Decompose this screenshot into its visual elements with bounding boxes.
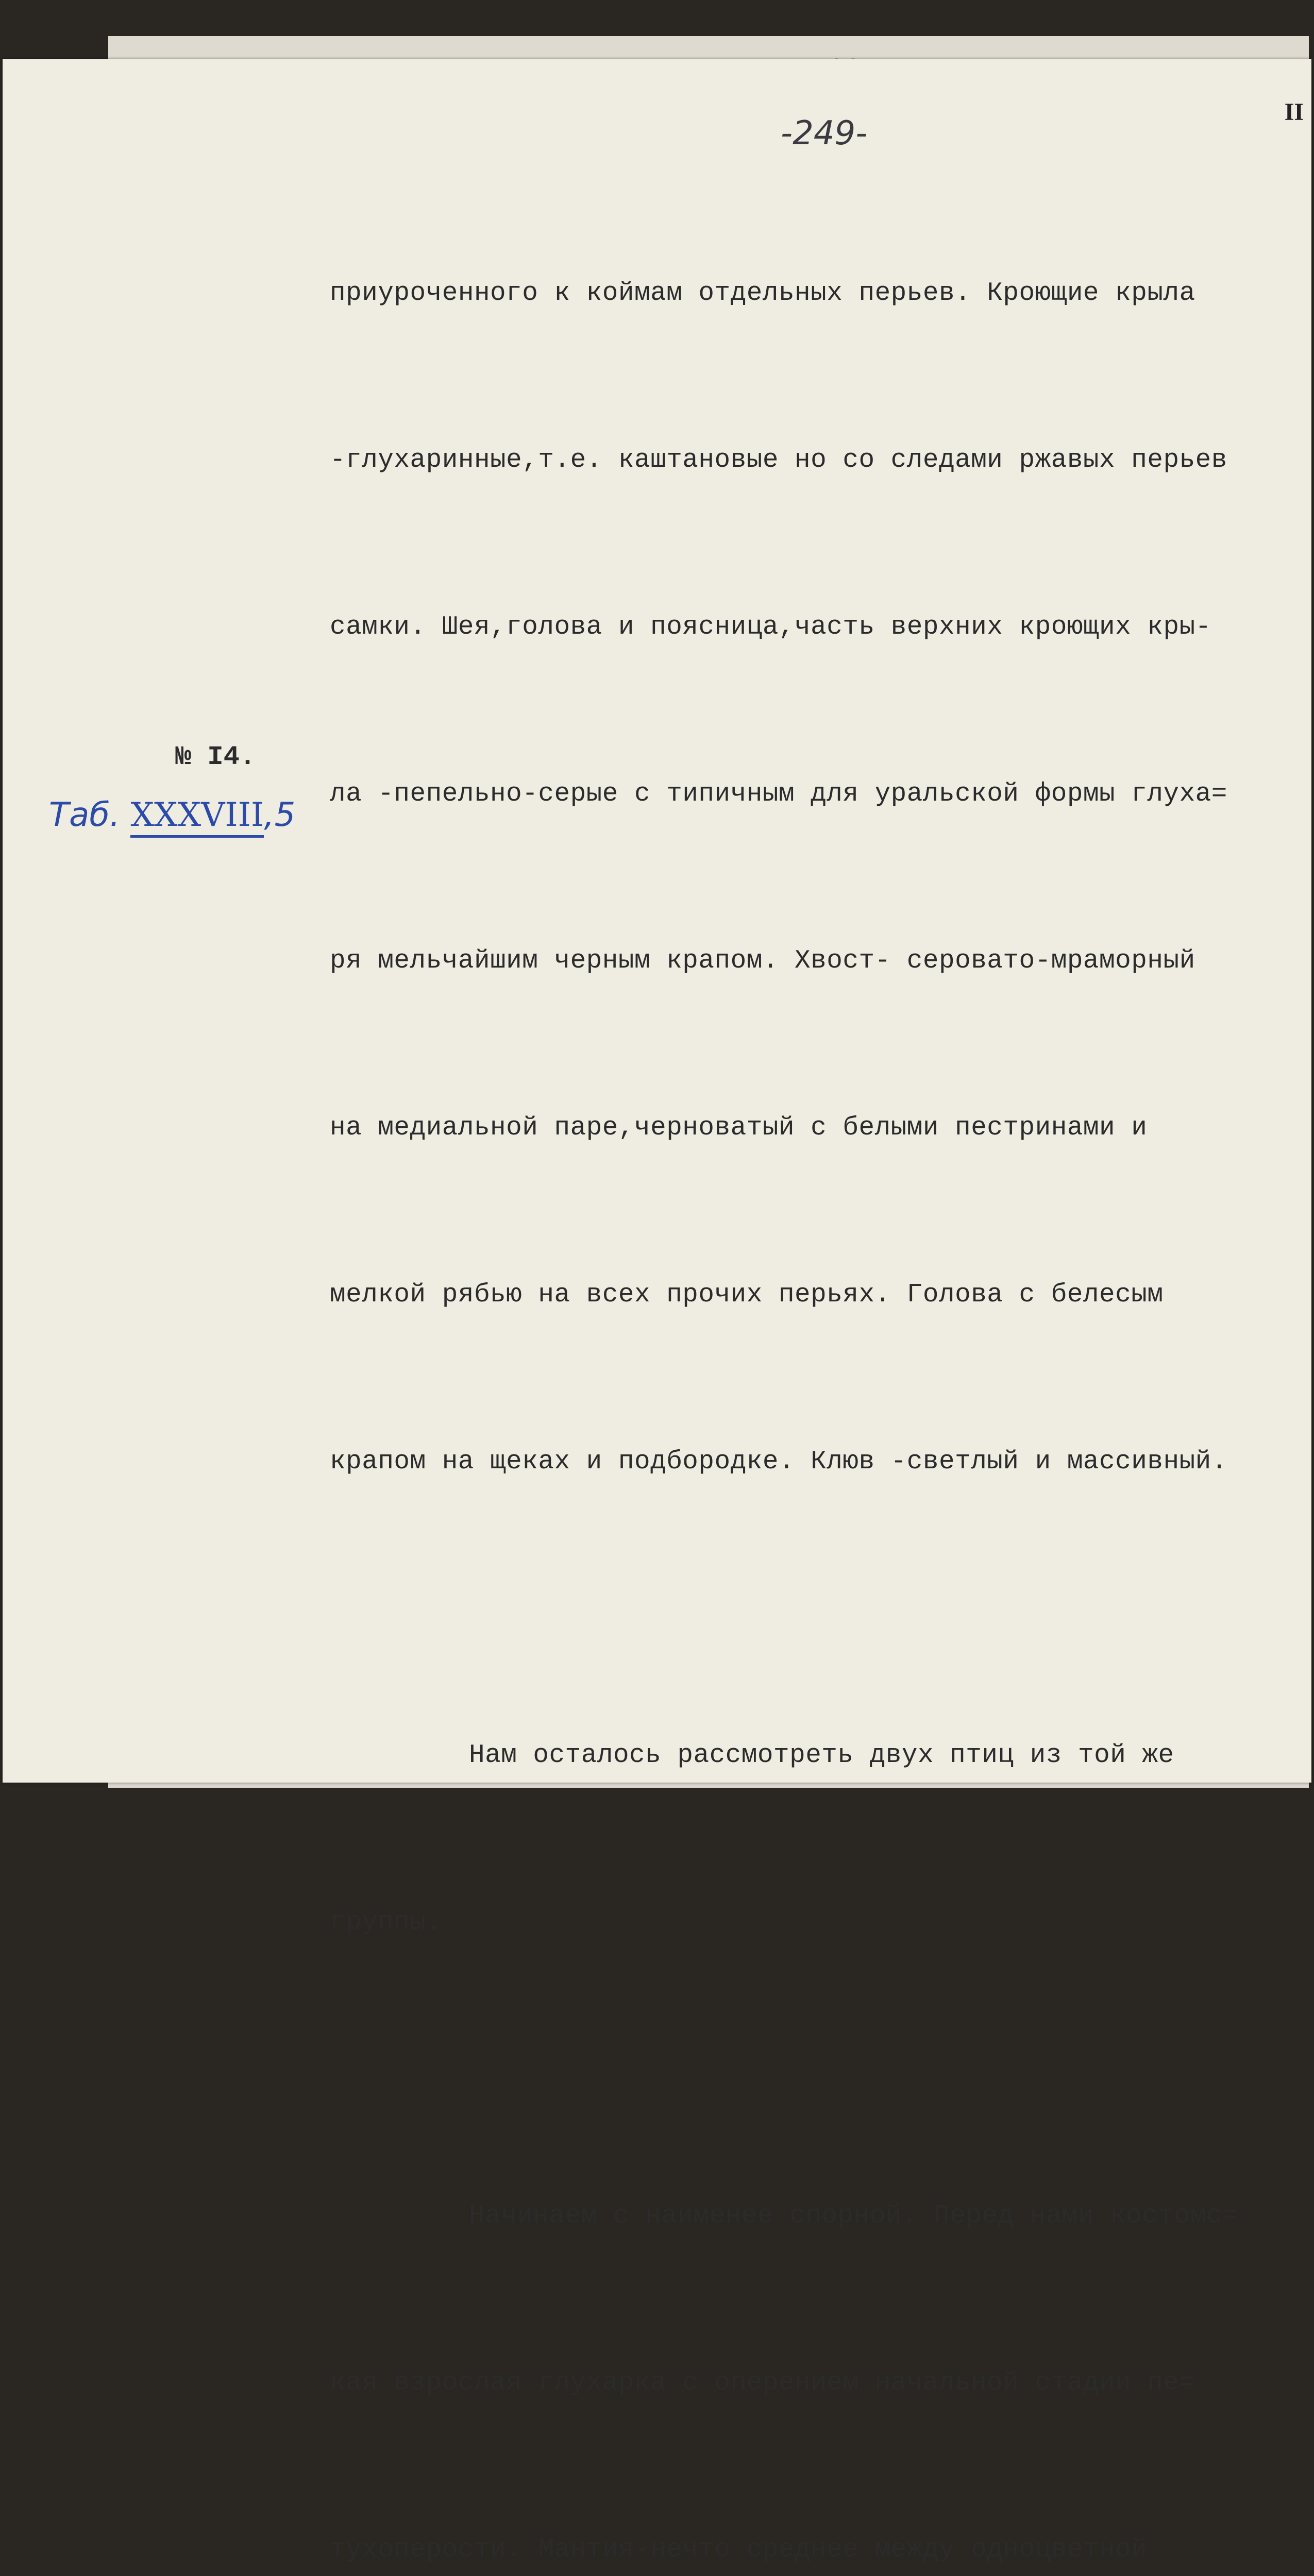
typed-text-body xyxy=(330,155,1299,2576)
text-line: кая взрослая глухарка с оперением начальной стадии пе= xyxy=(330,2368,1195,2398)
text-line: ря мельчайшим черным крапом. Хвост- серовато-мраморный xyxy=(330,946,1195,976)
text-line: самки. Шея,голова и поясница,часть верхних кроющих кры- xyxy=(330,613,1211,642)
table-subnumber: ,5 xyxy=(264,796,296,834)
paragraph-start-line: Нам осталось рассмотреть двух птиц из той же xyxy=(469,1741,1174,1770)
text-line: приуроченного к коймам отдельных перьев. Кроющие крыла xyxy=(330,279,1195,308)
table-label: Таб. xyxy=(49,796,121,834)
table-roman-numeral: XXXVIII xyxy=(130,796,264,838)
text-line: группы. xyxy=(330,1908,442,1937)
text-line: на медиальной паре,черноватый с белыми пестринами и xyxy=(330,1113,1148,1143)
text-line: ла -пепельно-серые с типичным для уральской формы глуха= xyxy=(330,779,1227,809)
text-line: тухоперости. Мантия-нечто среднее между одноцветной xyxy=(330,2535,1148,2565)
text-line: мелкой рябью на всех прочих перьях. Голова с белесым xyxy=(330,1280,1164,1310)
sheet-number: II xyxy=(1284,98,1304,126)
table-reference xyxy=(49,796,295,834)
entry-number: № I4. xyxy=(175,742,256,772)
page-number: -249- xyxy=(781,114,868,152)
text-line: -глухаринные,т.е. каштановые но со следами ржавых перьев xyxy=(330,446,1227,475)
text-line: крапом на щеках и подбородке. Клюв -светлый и массивный. xyxy=(330,1447,1227,1477)
paragraph-start-line: Начинаем с наименее спорной. Перед нами костомс= xyxy=(469,2201,1239,2231)
